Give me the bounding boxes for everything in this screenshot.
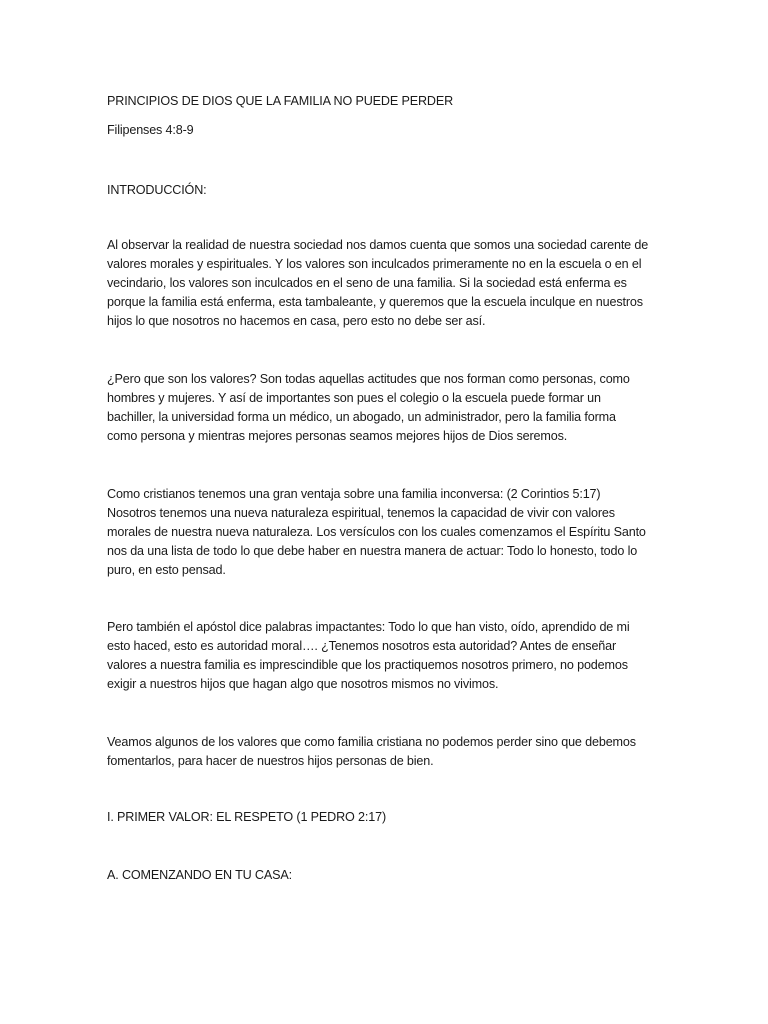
paragraph-line: nos da una lista de todo lo que debe haber en nuestra manera de actuar: Todo lo honesto, todo lo (107, 544, 638, 558)
paragraph-line: esto haced, esto es autoridad moral…. ¿Tenemos nosotros esta autoridad? Antes de enseñar (107, 639, 617, 653)
paragraph-line: ¿Pero que son los valores? Son todas aquellas actitudes que nos forman como personas, como (107, 372, 630, 386)
paragraph-4 (107, 618, 667, 694)
introduction-heading: INTRODUCCIÓN: (107, 183, 207, 197)
paragraph-line: morales de nuestra nueva naturaleza. Los versículos con los cuales comenzamos el Espíritu Santo (107, 525, 646, 539)
paragraph-line: hombres y mujeres. Y así de importantes son pues el colegio o la escuela puede formar un (107, 391, 601, 405)
paragraph-line: Como cristianos tenemos una gran ventaja sobre una familia inconversa: (2 Corintios 5:17) (107, 487, 601, 501)
paragraph-line: fomentarlos, para hacer de nuestros hijos personas de bien. (107, 754, 434, 768)
paragraph-line: como persona y mientras mejores personas seamos mejores hijos de Dios seremos. (107, 429, 568, 443)
paragraph-line: hijos lo que nosotros no hacemos en casa, pero esto no debe ser así. (107, 314, 486, 328)
paragraph-line: bachiller, la universidad forma un médico, un abogado, un administrador, pero la familia forma (107, 410, 616, 424)
paragraph-3 (107, 485, 667, 580)
paragraph-line: Pero también el apóstol dice palabras impactantes: Todo lo que han visto, oído, aprendido de mi (107, 620, 630, 634)
scripture-reference: Filipenses 4:8-9 (107, 123, 194, 137)
section-heading: I. PRIMER VALOR: EL RESPETO (1 PEDRO 2:17) (107, 810, 387, 824)
paragraph-line: puro, en esto pensad. (107, 563, 226, 577)
paragraph-line: valores morales y espirituales. Y los valores son inculcados primeramente no en la escuela o en el (107, 257, 642, 271)
paragraph-line: porque la familia está enferma, esta tambaleante, y queremos que la escuela inculque en nuestros (107, 295, 643, 309)
paragraph-5 (107, 733, 667, 771)
paragraph-1 (107, 236, 667, 331)
paragraph-line: exigir a nuestros hijos que hagan algo que nosotros mismos no vivimos. (107, 677, 499, 691)
paragraph-line: Veamos algunos de los valores que como familia cristiana no podemos perder sino que debemos (107, 735, 636, 749)
paragraph-line: Al observar la realidad de nuestra sociedad nos damos cuenta que somos una sociedad carente de (107, 238, 649, 252)
subsection-heading: A. COMENZANDO EN TU CASA: (107, 868, 292, 882)
paragraph-line: Nosotros tenemos una nueva naturaleza espiritual, tenemos la capacidad de vivir con valores (107, 506, 615, 520)
paragraph-line: vecindario, los valores son inculcados en el seno de una familia. Si la sociedad está enferma es (107, 276, 627, 290)
document-title: PRINCIPIOS DE DIOS QUE LA FAMILIA NO PUEDE PERDER (107, 94, 454, 108)
paragraph-2 (107, 370, 667, 446)
paragraph-line: valores a nuestra familia es imprescindible que los practiquemos nosotros primero, no podemos (107, 658, 628, 672)
